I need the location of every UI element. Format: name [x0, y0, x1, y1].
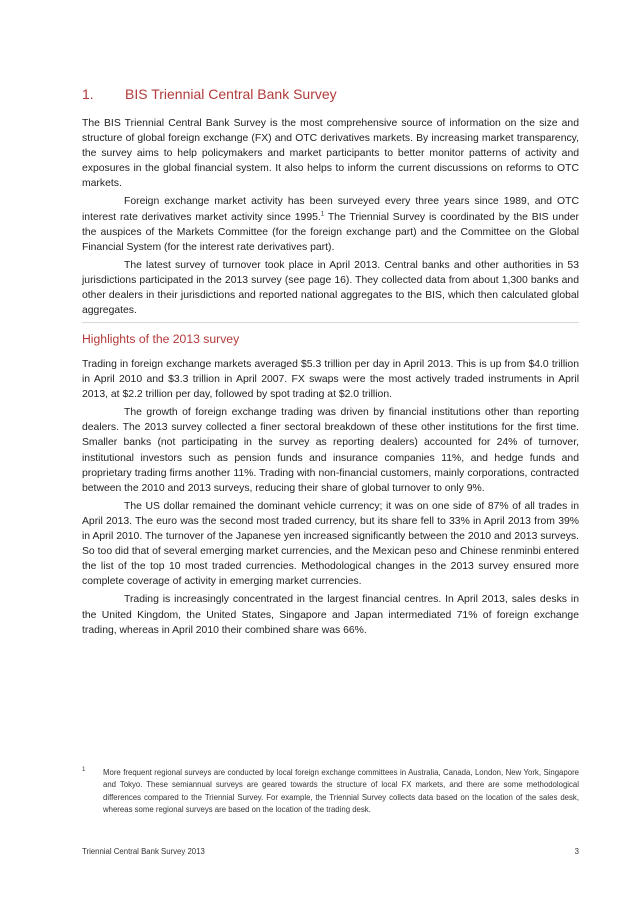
highlights-text [82, 357, 579, 641]
footnote-mark: 1 [82, 767, 86, 773]
intro-paragraph-1: The BIS Triennial Central Bank Survey is the most comprehensive source of information on the size and structure of global foreign exchange (FX) and OTC derivatives markets. By increasing market transparency, the survey aims to help policymakers and market participants to better monitor patterns of activity and exposures in the global financial system. It also helps to inform the current discussions on reforms to OTC markets. [82, 118, 579, 190]
highlights-heading: Highlights of the 2013 survey [82, 332, 240, 346]
intro-paragraph-2-part-b: The Triennial Survey is coordinated by the BIS under the auspices of the Markets Committee (for the foreign exchange part) and the Committee on the Global Financial System (for the interest rate derivatives part). [82, 211, 580, 253]
divider [82, 322, 579, 323]
section-heading [82, 86, 337, 102]
footer-title: Triennial Central Bank Survey 2013 [82, 847, 205, 856]
footnote [82, 767, 579, 817]
intro-paragraph-2 [82, 194, 579, 254]
intro-paragraph-3: The latest survey of turnover took place in April 2013. Central banks and other authorities in 53 jurisdictions participated in the 2013 survey (see page 16). They collected data from about 1,300 banks and other dealers in their jurisdictions and reported national aggregates to the BIS, which then calculated global aggregates. [82, 259, 579, 317]
section-title: BIS Triennial Central Bank Survey [125, 86, 337, 102]
intro-text [82, 116, 579, 321]
highlights-paragraph-4: Trading is increasingly concentrated in the largest financial centres. In April 2013, sales desks in the United Kingdom, the United States, Singapore and Japan intermediated 71% of foreign exchange trading, whereas in April 2010 their combined share was 66%. [82, 594, 579, 636]
page-number: 3 [574, 847, 579, 856]
highlights-paragraph-2: The growth of foreign exchange trading was driven by financial institutions other than reporting dealers. The 2013 survey collected a finer sectoral breakdown of these other institutions for the first time. Smaller banks (not participating in the survey as reporting dealers) accounted for 24% of turnover, institutional investors such as pension funds and insurance companies 11%, and hedge funds and proprietary trading firms another 11%. Trading with non-financial customers, mainly corporations, contracted between the 2010 and 2013 surveys, reducing their share of global turnover to only 9%. [82, 407, 579, 494]
highlights-paragraph-3: The US dollar remained the dominant vehicle currency; it was on one side of 87% of all trades in April 2013. The euro was the second most traded currency, but its share fell to 33% in April 2013 from 39% in April 2010. The turnover of the Japanese yen increased significantly between the 2010 and 2013 surveys. So too did that of several emerging market currencies, and the Mexican peso and Chinese renminbi entered the list of the top 10 most traded currencies. Methodological changes in the 2013 survey ensured more complete coverage of activity in emerging market currencies. [82, 500, 579, 588]
highlights-paragraph-1: Trading in foreign exchange markets averaged $5.3 trillion per day in April 2013. This is up from $4.0 trillion in April 2010 and $3.3 trillion in April 2007. FX swaps were the most actively traded instruments in April 2013, at $2.2 trillion per day, followed by spot trading at $2.0 trillion. [82, 359, 579, 401]
section-number: 1. [82, 86, 94, 102]
footnote-reference: 1 [320, 211, 325, 218]
intro-paragraph-2-part-a: Foreign exchange market activity has been surveyed every three years since 1989, and OTC interest rate derivatives market activity since 1995. [82, 196, 579, 223]
footnote-text: More frequent regional surveys are conducted by local foreign exchange committees in Australia, Canada, London, New York, Singapore and Tokyo. These semiannual surveys are geared towards the structure of local FX markets, and there are some methodological differences compared to the Triennial Survey. For example, the Triennial Survey collects data based on the location of the sales desk, whereas some regional surveys are based on the location of the trading desk. [103, 768, 579, 815]
